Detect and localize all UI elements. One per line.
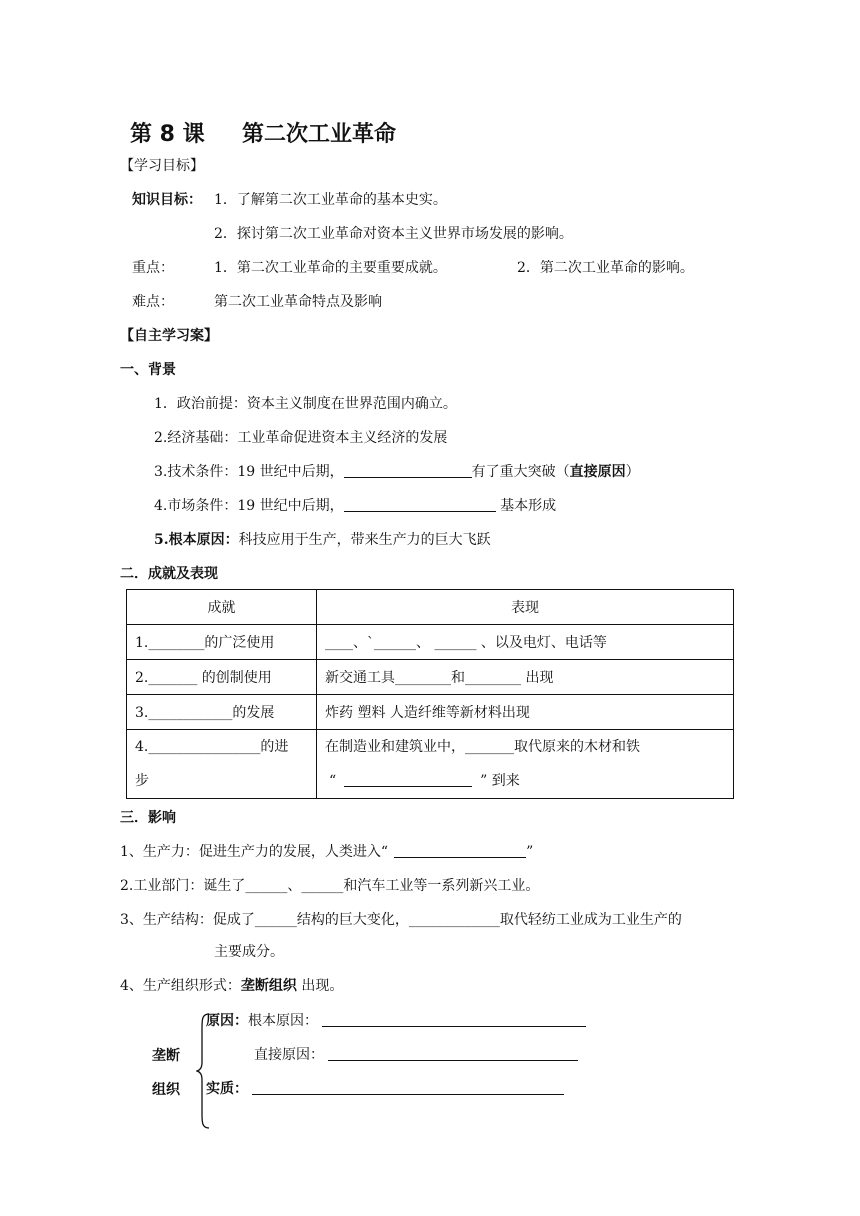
background-heading: 一、背景 [120, 362, 176, 378]
monopoly-essence-row: 实质： [206, 1080, 564, 1098]
key-point-label: 重点： [132, 260, 174, 276]
answer-blank[interactable] [344, 772, 472, 787]
achievements-heading: 二．成就及表现 [120, 566, 218, 582]
difficult-point-label: 难点： [132, 294, 174, 310]
background-item-3: 3.技术条件：19 世纪中后期， 有了重大突破（直接原因） [154, 464, 640, 480]
table-row [127, 625, 734, 660]
knowledge-goal-label: 知识目标： [132, 192, 202, 208]
goals-heading: 【学习目标】 [120, 158, 204, 174]
achievement-cell[interactable]: 1.________的广泛使用 [127, 625, 317, 660]
lesson-title [130, 117, 396, 148]
achievements-table [126, 589, 734, 799]
performance-cell[interactable]: 新交通工具________和________ 出现 [317, 660, 734, 695]
answer-blank[interactable] [394, 843, 526, 858]
knowledge-goal-1: 1．了解第二次工业革命的基本史实。 [214, 192, 447, 208]
answer-blank[interactable] [322, 1012, 586, 1027]
answer-blank[interactable] [328, 1046, 578, 1061]
key-point-1: 1．第二次工业革命的主要重要成就。 [214, 260, 447, 276]
lesson-number: 第 8 课 [130, 122, 205, 147]
monopoly-direct-cause-row: 直接原因： [254, 1046, 578, 1064]
table-row [127, 730, 734, 799]
self-study-heading: 【自主学习案】 [120, 328, 218, 344]
impact-item-3-continued: 主要成分。 [214, 944, 284, 960]
column-header-achievement: 成就 [127, 590, 317, 625]
monopoly-label-line1: 垄断 [152, 1048, 180, 1064]
performance-cell[interactable]: ____、`______、 ______ 、以及电灯、电话等 [317, 625, 734, 660]
impact-item-4: 4、生产组织形式：垄断组织 出现。 [120, 978, 344, 994]
monopoly-label-line2: 组织 [152, 1082, 180, 1098]
impact-item-2: 2.工业部门：诞生了______、______和汽车工业等一系列新兴工业。 [120, 878, 540, 894]
achievement-cell[interactable]: 4.________________的进 步 [127, 730, 317, 799]
background-item-1: 1．政治前提：资本主义制度在世界范围内确立。 [154, 396, 457, 412]
performance-cell: 炸药 塑料 人造纤维等新材料出现 [317, 695, 734, 730]
background-item-4: 4.市场条件：19 世纪中后期， 基本形成 [154, 498, 557, 514]
achievement-cell[interactable]: 2._______ 的创制使用 [127, 660, 317, 695]
column-header-performance: 表现 [317, 590, 734, 625]
lesson-name: 第二次工业革命 [241, 122, 396, 147]
impact-item-1: 1、生产力：促进生产力的发展，人类进入“ ” [120, 844, 534, 860]
table-header-row [127, 590, 734, 625]
background-item-2: 2.经济基础：工业革命促进资本主义经济的发展 [154, 430, 448, 446]
table-row [127, 695, 734, 730]
difficult-point: 第二次工业革命特点及影响 [214, 294, 382, 310]
answer-blank[interactable] [252, 1080, 564, 1095]
answer-blank[interactable] [344, 497, 496, 512]
answer-blank[interactable] [344, 463, 472, 478]
background-item-5: 5.根本原因：科技应用于生产，带来生产力的巨大飞跃 [154, 532, 491, 548]
achievement-cell[interactable]: 3.____________的发展 [127, 695, 317, 730]
knowledge-goal-2: 2．探讨第二次工业革命对资本主义世界市场发展的影响。 [214, 226, 573, 242]
performance-cell[interactable]: 在制造业和建筑业中，_______取代原来的木材和铁 “ ” 到来 [317, 730, 734, 799]
table-row [127, 660, 734, 695]
impact-heading: 三．影响 [120, 810, 176, 826]
key-point-2: 2．第二次工业革命的影响。 [517, 260, 694, 276]
monopoly-cause-row: 原因：根本原因： [206, 1012, 586, 1030]
impact-item-3: 3、生产结构：促成了______结构的巨大变化，_____________取代轻纺工业成为工业生产的 [120, 912, 682, 928]
